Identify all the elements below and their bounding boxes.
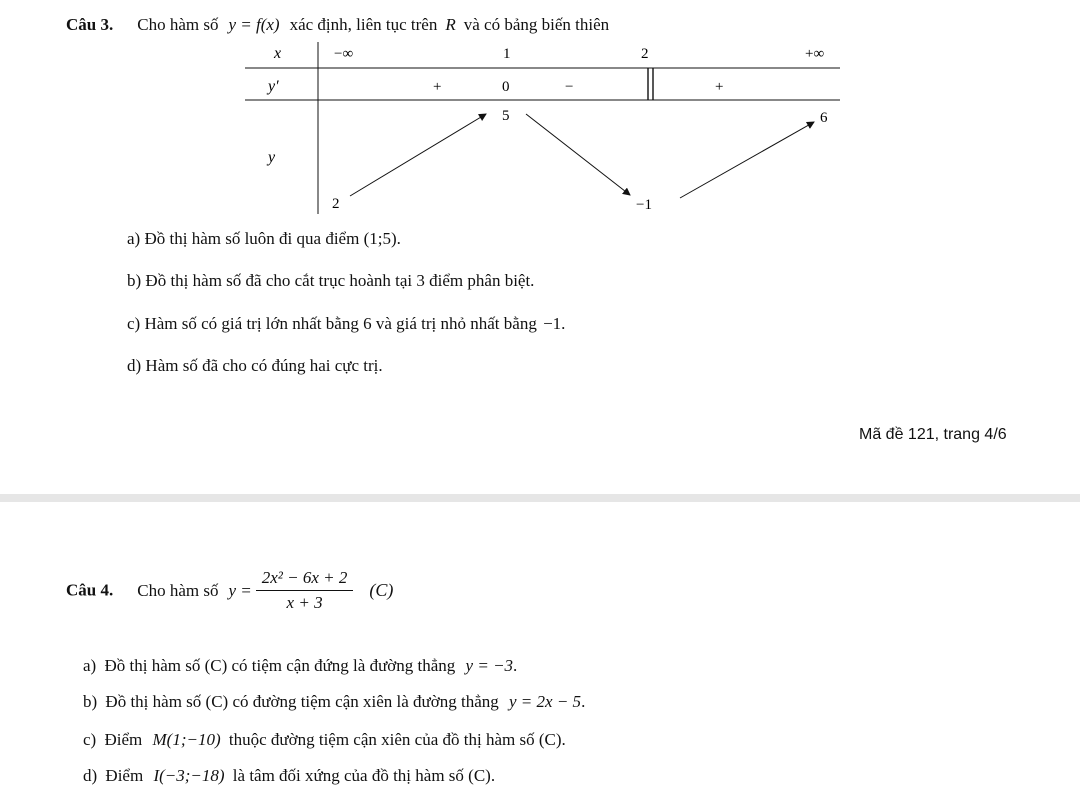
q3-option-d xyxy=(127,356,383,376)
q3-intro: Cho hàm số xyxy=(137,15,219,34)
option-label: d) xyxy=(83,766,98,785)
option-end: thuộc đường tiệm cận xiên của đồ thị hàm số (C). xyxy=(228,730,566,749)
arrow-decrease xyxy=(526,114,630,195)
q4-denominator: x + 3 xyxy=(286,593,323,612)
option-end: là tâm đối xứng của đồ thị hàm số (C). xyxy=(232,766,496,785)
option-end: . xyxy=(561,314,566,333)
option-label: b) xyxy=(83,692,98,711)
sign: + xyxy=(433,79,442,95)
sign: + xyxy=(715,79,724,95)
y-value: −1 xyxy=(636,197,652,213)
x-value: +∞ xyxy=(805,46,825,62)
row-label-y: y xyxy=(268,149,276,166)
q3-option-c xyxy=(127,314,565,334)
x-value: 1 xyxy=(503,46,511,62)
option-text: Đồ thị hàm số (C) có tiệm cận đứng là đường thẳng xyxy=(104,656,456,675)
q3-intro-rest: xác định, liên tục trên xyxy=(289,15,438,34)
y-value: 6 xyxy=(820,110,828,126)
x-value: −∞ xyxy=(334,46,354,62)
option-text: Điểm xyxy=(104,730,143,749)
q3-header xyxy=(66,15,609,35)
q3-option-a xyxy=(127,229,401,249)
q4-fraction xyxy=(256,568,354,613)
option-text: Đồ thị hàm số đã cho cắt trục hoành tại 3 điểm phân biệt. xyxy=(145,271,535,290)
q4-option-a xyxy=(83,656,517,676)
q4-intro: Cho hàm số xyxy=(137,580,219,600)
q3-set: R xyxy=(445,15,456,34)
page-footer: Mã đề 121, trang 4/6 xyxy=(859,426,1007,443)
option-math: I(−3;−18) xyxy=(153,766,225,785)
y-value: 2 xyxy=(332,196,340,212)
option-end: . xyxy=(581,692,586,711)
q3-func: y = f(x) xyxy=(228,15,280,34)
option-text: Hàm số đã cho có đúng hai cực trị. xyxy=(145,356,383,375)
option-math: M(1;−10) xyxy=(152,730,221,749)
q4-option-c xyxy=(83,730,566,750)
option-text: Đồ thị hàm số luôn đi qua điểm xyxy=(144,229,360,248)
arrow-increase-2 xyxy=(680,122,814,198)
option-label: d) xyxy=(127,356,142,375)
option-label: b) xyxy=(127,271,142,290)
option-label: c) xyxy=(83,730,97,749)
q4-header xyxy=(66,568,393,613)
y-value: 5 xyxy=(502,108,510,124)
q4-numerator: 2x² − 6x + 2 xyxy=(256,568,354,591)
q3-option-b xyxy=(127,271,534,291)
sign: − xyxy=(565,79,574,95)
option-end: . xyxy=(396,229,401,248)
arrow-increase-1 xyxy=(350,114,486,196)
q4-y-eq: y = xyxy=(228,580,252,600)
q4-curve: (C) xyxy=(369,580,394,600)
q4-option-d xyxy=(83,766,495,786)
q4-label: Câu 4. xyxy=(66,580,114,600)
option-label: c) xyxy=(127,314,141,333)
page-separator xyxy=(0,494,1080,502)
option-end: . xyxy=(513,656,518,675)
option-label: a) xyxy=(127,229,141,248)
option-math: y = −3 xyxy=(465,656,514,675)
option-text: Đồ thị hàm số (C) có đường tiệm cận xiên là đường thẳng xyxy=(105,692,499,711)
row-label-x: x xyxy=(274,45,282,62)
x-value: 2 xyxy=(641,46,649,62)
option-text: Điểm xyxy=(105,766,144,785)
option-math: −1 xyxy=(543,314,562,333)
sign: 0 xyxy=(502,79,510,95)
option-math: (1;5) xyxy=(363,229,397,248)
option-text: Hàm số có giá trị lớn nhất bằng 6 và giá trị nhỏ nhất bằng xyxy=(144,314,537,333)
q3-label: Câu 3. xyxy=(66,15,114,34)
row-label-yprime: y′ xyxy=(268,78,279,95)
option-label: a) xyxy=(83,656,97,675)
variation-table xyxy=(240,40,850,220)
q4-option-b xyxy=(83,692,585,712)
option-math: y = 2x − 5 xyxy=(509,692,582,711)
q3-intro-end: và có bảng biến thiên xyxy=(463,15,610,34)
